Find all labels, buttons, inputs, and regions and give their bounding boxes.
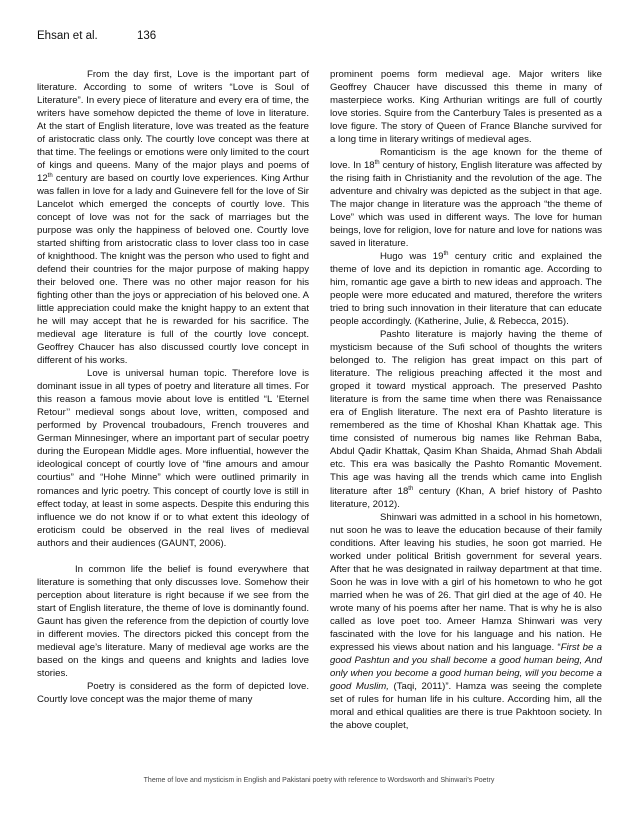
- shinwari-quote: First be a good Pashtun and you shall become a good human being, And only when you become a good human being, will you become a good Muslim,: [330, 641, 602, 692]
- page-number: 136: [136, 30, 157, 42]
- paragraph-universal-love: Love is universal human topic. Therefore love is dominant issue in all types of poetry and literature all times. For this reason a famous movie about love is entitled “L ’Eternel Retour’’ medieval songs about love, written, composed and performed by Provencal troubadours, French trouveres and German Minnesinger, where an important part of secular poetry during the European Middle ages. More influential, however the ideological concept of courtly love of “fine amours and amour courtius” and “Hohe Minne” which were outlined primarily in romances and lyric poetry. This concept of courtly love is still in effect today, at least in some aspects. Despite this enduring this influence we do not know if or to what extent this ideology of eroticism could be observed in the real lives of medieval authors and their audiences (GAUNT, 2006).: [37, 368, 309, 549]
- paragraph-poetry: Poetry is considered as the form of depicted love. Courtly love concept was the major theme of many: [37, 680, 309, 705]
- paragraph-medieval-poems: prominent poems form medieval age. Major writers like Geoffrey Chaucer have discussed this theme in many of masterpiece works. King Arthurian writings are full of courtly love stories. Squire from the Canterbury Tales is presented as a love figure. The story of Queen of France Blanche survived for a long time in literary writings of medieval ages.: [330, 69, 602, 146]
- ordinal-superscript: th: [443, 251, 449, 258]
- paragraph-courtly-love: From the day first, Love is the important part of literature. According to some of writers “Love is Soul of Literature”. In every piece of literature and every era of time, the writers have somehow depicted the theme of love in literature. At the start of English literature, love was treated as the feature of aristocratic class only. The courtly love concept was there at that time. The feelings or emotions were only limited to the court of kings and queens. Many of the major plays and poems of 12th century are based on courtly love experiences. King Arthur was fallen in love for a lady and Guinevere fell for the love of Sir Lancelot which emerged the concepts of courtly love. This concept of love was not for the sack of marriages but the purpose was only the happiness of beloved one. Courtly love started shifting from aristocratic class to lover class too in case of knighthood. The knight was the person who used to fight and defend their countries for the major purpose of making happy their beloved one. There was no other major reason for his fighting other than the joys or appreciation of his beloved one. A little appreciation could make the knight happy to an extent that he will may accept that he is rewarded for his sacrifice. The medieval age literature is full of the courtly love concept. Geoffrey Chaucer has also discussed courtly love concept in different of his works.: [37, 69, 309, 367]
- shinwari-text: Shinwari was admitted in a school in his hometown, nut soon he was to leave the education because of their family conditions. After leaving his studies, he soon got married. He worked under political British government for several years. After that he was designated in railway department at that time. Soon he was in love with a girl of his hometown to who he got married when he was of 26. That girl died at the age of 40. He wrote many of his poems after her name. That is why he is also called as love poet too. Ameer Hamza Shinwari was very fascinated with the love for his language and his nation. He expressed his views about nation and his language. “: [330, 511, 602, 653]
- header-author: Ehsan et al.: [37, 30, 98, 42]
- running-footer: Theme of love and mysticism in English and Pakistani poetry with reference to Wordsworth and Shinwari’s Poetry: [143, 777, 495, 784]
- right-column: [330, 68, 602, 732]
- paragraph-hugo: Hugo was 19th century critic and explained the theme of love and its depiction in romantic age. According to him, romantic age gave a birth to new ideas and approach. The people were more educated and matured, therefore the writers tried to bring such innovation in their literature that can educate people accordingly. (Katherine, Julie, & Rebecca, 2015).: [330, 251, 603, 328]
- paragraph-shinwari: [330, 511, 602, 732]
- left-column: [37, 68, 309, 706]
- paragraph-pashto-literature: Pashto literature is majorly having the theme of mysticism because of the Sufi school of thoughts the writers belonged to. The religion has great impact on this part of literature. The religious preaching affected it the most and groped it toward mystical approach. The preserved Pashto literature is from the same time when there was Renaissance era of English literature. The next era of Pashto literature is remembered as the time of Khoshal Khan Khattak age. This time consisted of numerous big names like Rehman Baba, Abdul Qadir Khattak, Qasim Khan Shaida, Ahmad Shah Abdali etc. This era was basically the Pashto Romantic Movement. This age was having all the trends which came into English literature after 18th century (Khan, A brief history of Pashto literature, 2012).: [330, 329, 602, 510]
- running-header: [37, 30, 156, 42]
- paragraph-common-life: In common life the belief is found everywhere that literature is something that only discusses love. Somehow their perception about literature is right because if we see from the start of English literature, the theme of love is dominantly found. Gaunt has given the reference from the depiction of courtly love in different movies. The directors picked this concept from the medieval age’s literature. Many of medieval age works are the based on the kings and queens and knights and ladies love stories.: [37, 563, 309, 679]
- paragraph-romanticism: Romanticism is the age known for the theme of love. In 18th century of history, English literature was affected by the rising faith in Christianity and the revolution of the age. The adventure and chivalry was depicted as the subject in that age. The major change in literature was the approach “the theme of Love” which was used in different ways. The love for human beings, love for religion, love for nature and love for nations was saved in literature.: [330, 147, 602, 250]
- ordinal-superscript: th: [47, 172, 53, 179]
- ordinal-superscript: th: [408, 485, 414, 492]
- paragraph-spacer: [37, 550, 309, 563]
- shinwari-text-end: (Taqi, 2011)”. Hamza was seeing the complete set of rules for human life in his culture. According him, all the moral and ethical qualities are there is true Pakhtoon society. In the above couplet,: [330, 680, 602, 731]
- ordinal-superscript: th: [374, 159, 380, 166]
